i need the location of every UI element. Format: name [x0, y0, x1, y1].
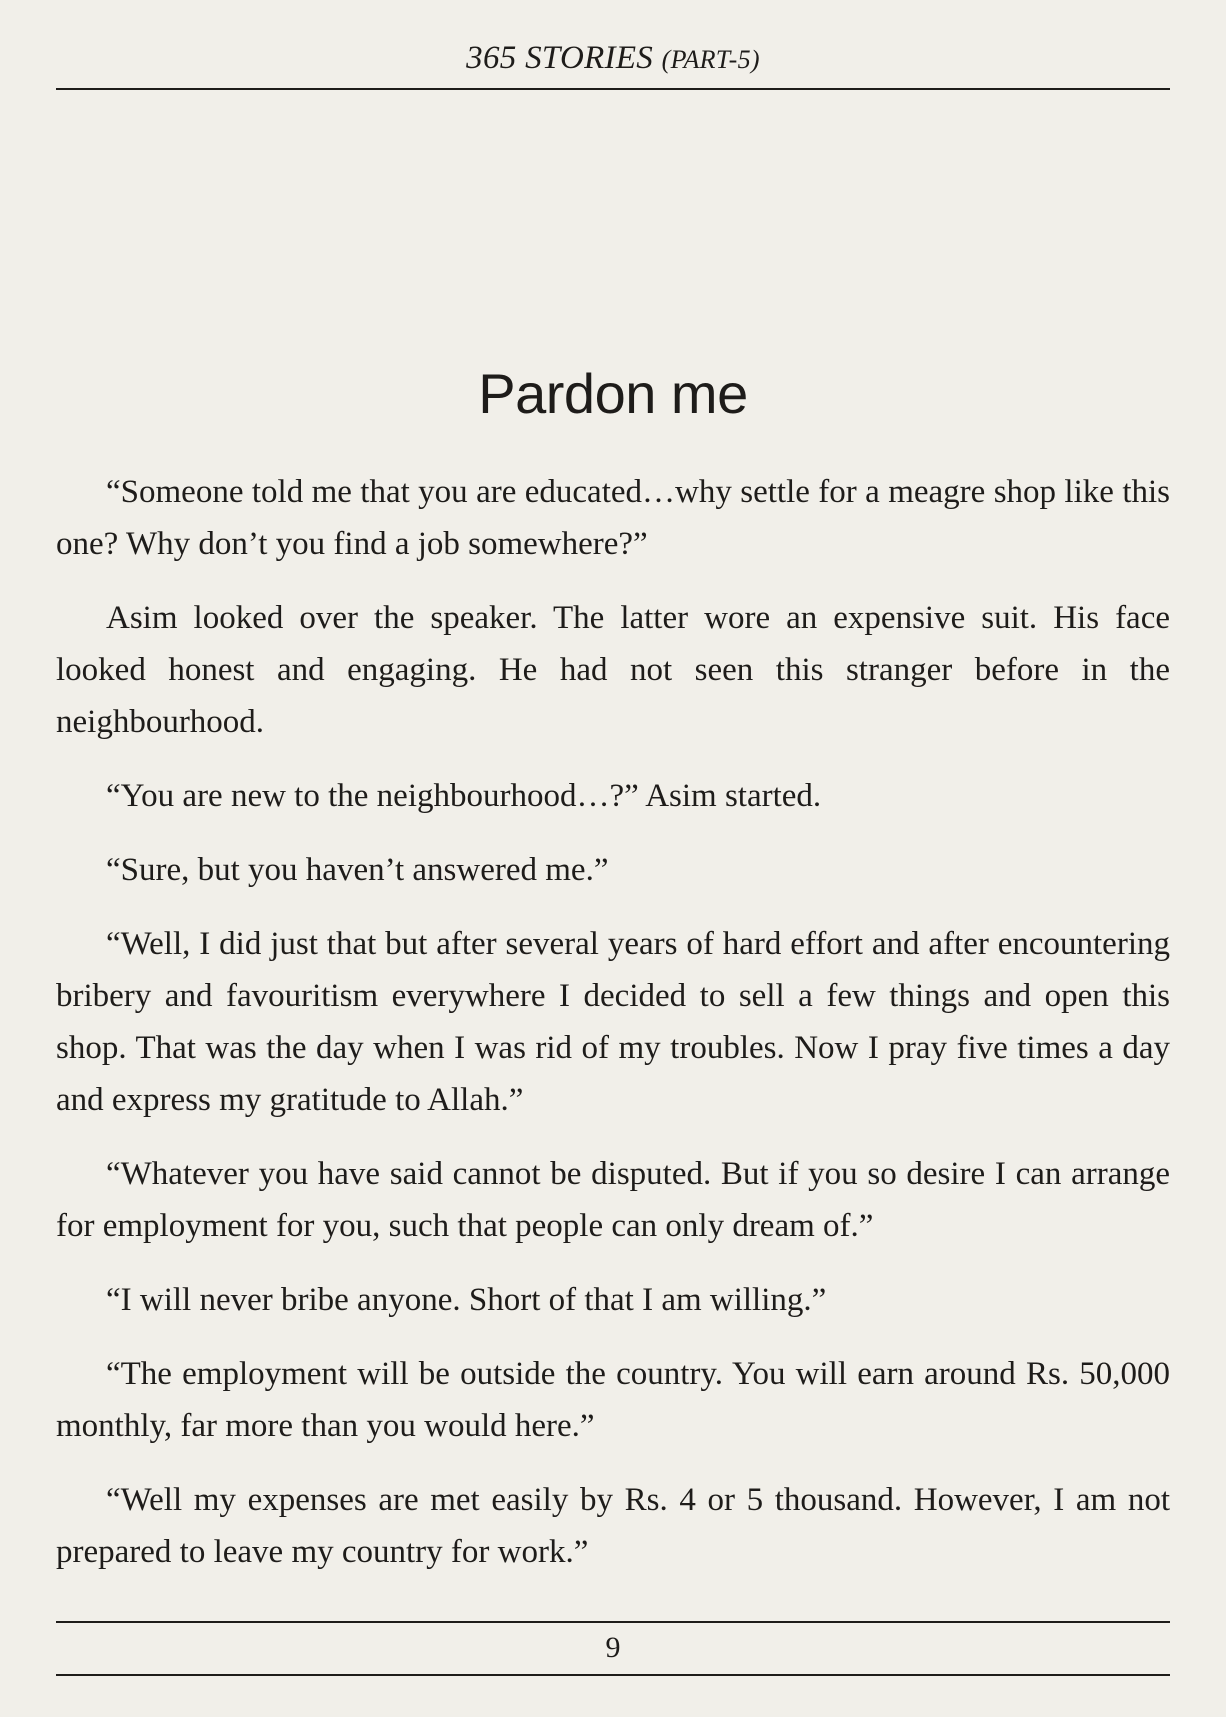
paragraph: “Someone told me that you are educated…why settle for a meagre shop like this one? Why don’t you find a job somewhere?”: [56, 474, 1170, 562]
page-number: 9: [605, 1631, 621, 1664]
book-part: (PART-5): [661, 45, 760, 74]
paragraph: “Well, I did just that but after several years of hard effort and after encountering bribery and favouritism everywhere I decided to sell a few things and open this shop. That was the day when I was rid of my troubles. Now I pray five times a day and express my gratitude to Allah.”: [56, 926, 1170, 1118]
running-header: [0, 38, 1226, 80]
paragraph: “Well my expenses are met easily by Rs. 4 or 5 thousand. However, I am not prepared to leave my country for work.”: [56, 1482, 1170, 1570]
paragraph: “Whatever you have said cannot be disputed. But if you so desire I can arrange for employment for you, such that people can only dream of.”: [56, 1156, 1170, 1244]
paragraph: “You are new to the neighbourhood…?” Asim started.: [106, 778, 822, 814]
story-title: Pardon me: [478, 362, 748, 425]
story-body: [56, 466, 1170, 1600]
paragraph: “The employment will be outside the country. You will earn around Rs. 50,000 monthly, far more than you would here.”: [56, 1356, 1170, 1444]
paragraph: Asim looked over the speaker. The latter wore an expensive suit. His face looked honest and engaging. He had not seen this stranger before in the neighbourhood.: [56, 600, 1170, 740]
footer-rule-bottom: [56, 1674, 1170, 1676]
paragraph: “Sure, but you haven’t answered me.”: [106, 852, 609, 888]
paragraph: “I will never bribe anyone. Short of that I am willing.”: [106, 1282, 827, 1318]
footer-rule-top: [56, 1621, 1170, 1623]
header-rule: [56, 88, 1170, 90]
book-title: 365 STORIES: [466, 40, 654, 76]
